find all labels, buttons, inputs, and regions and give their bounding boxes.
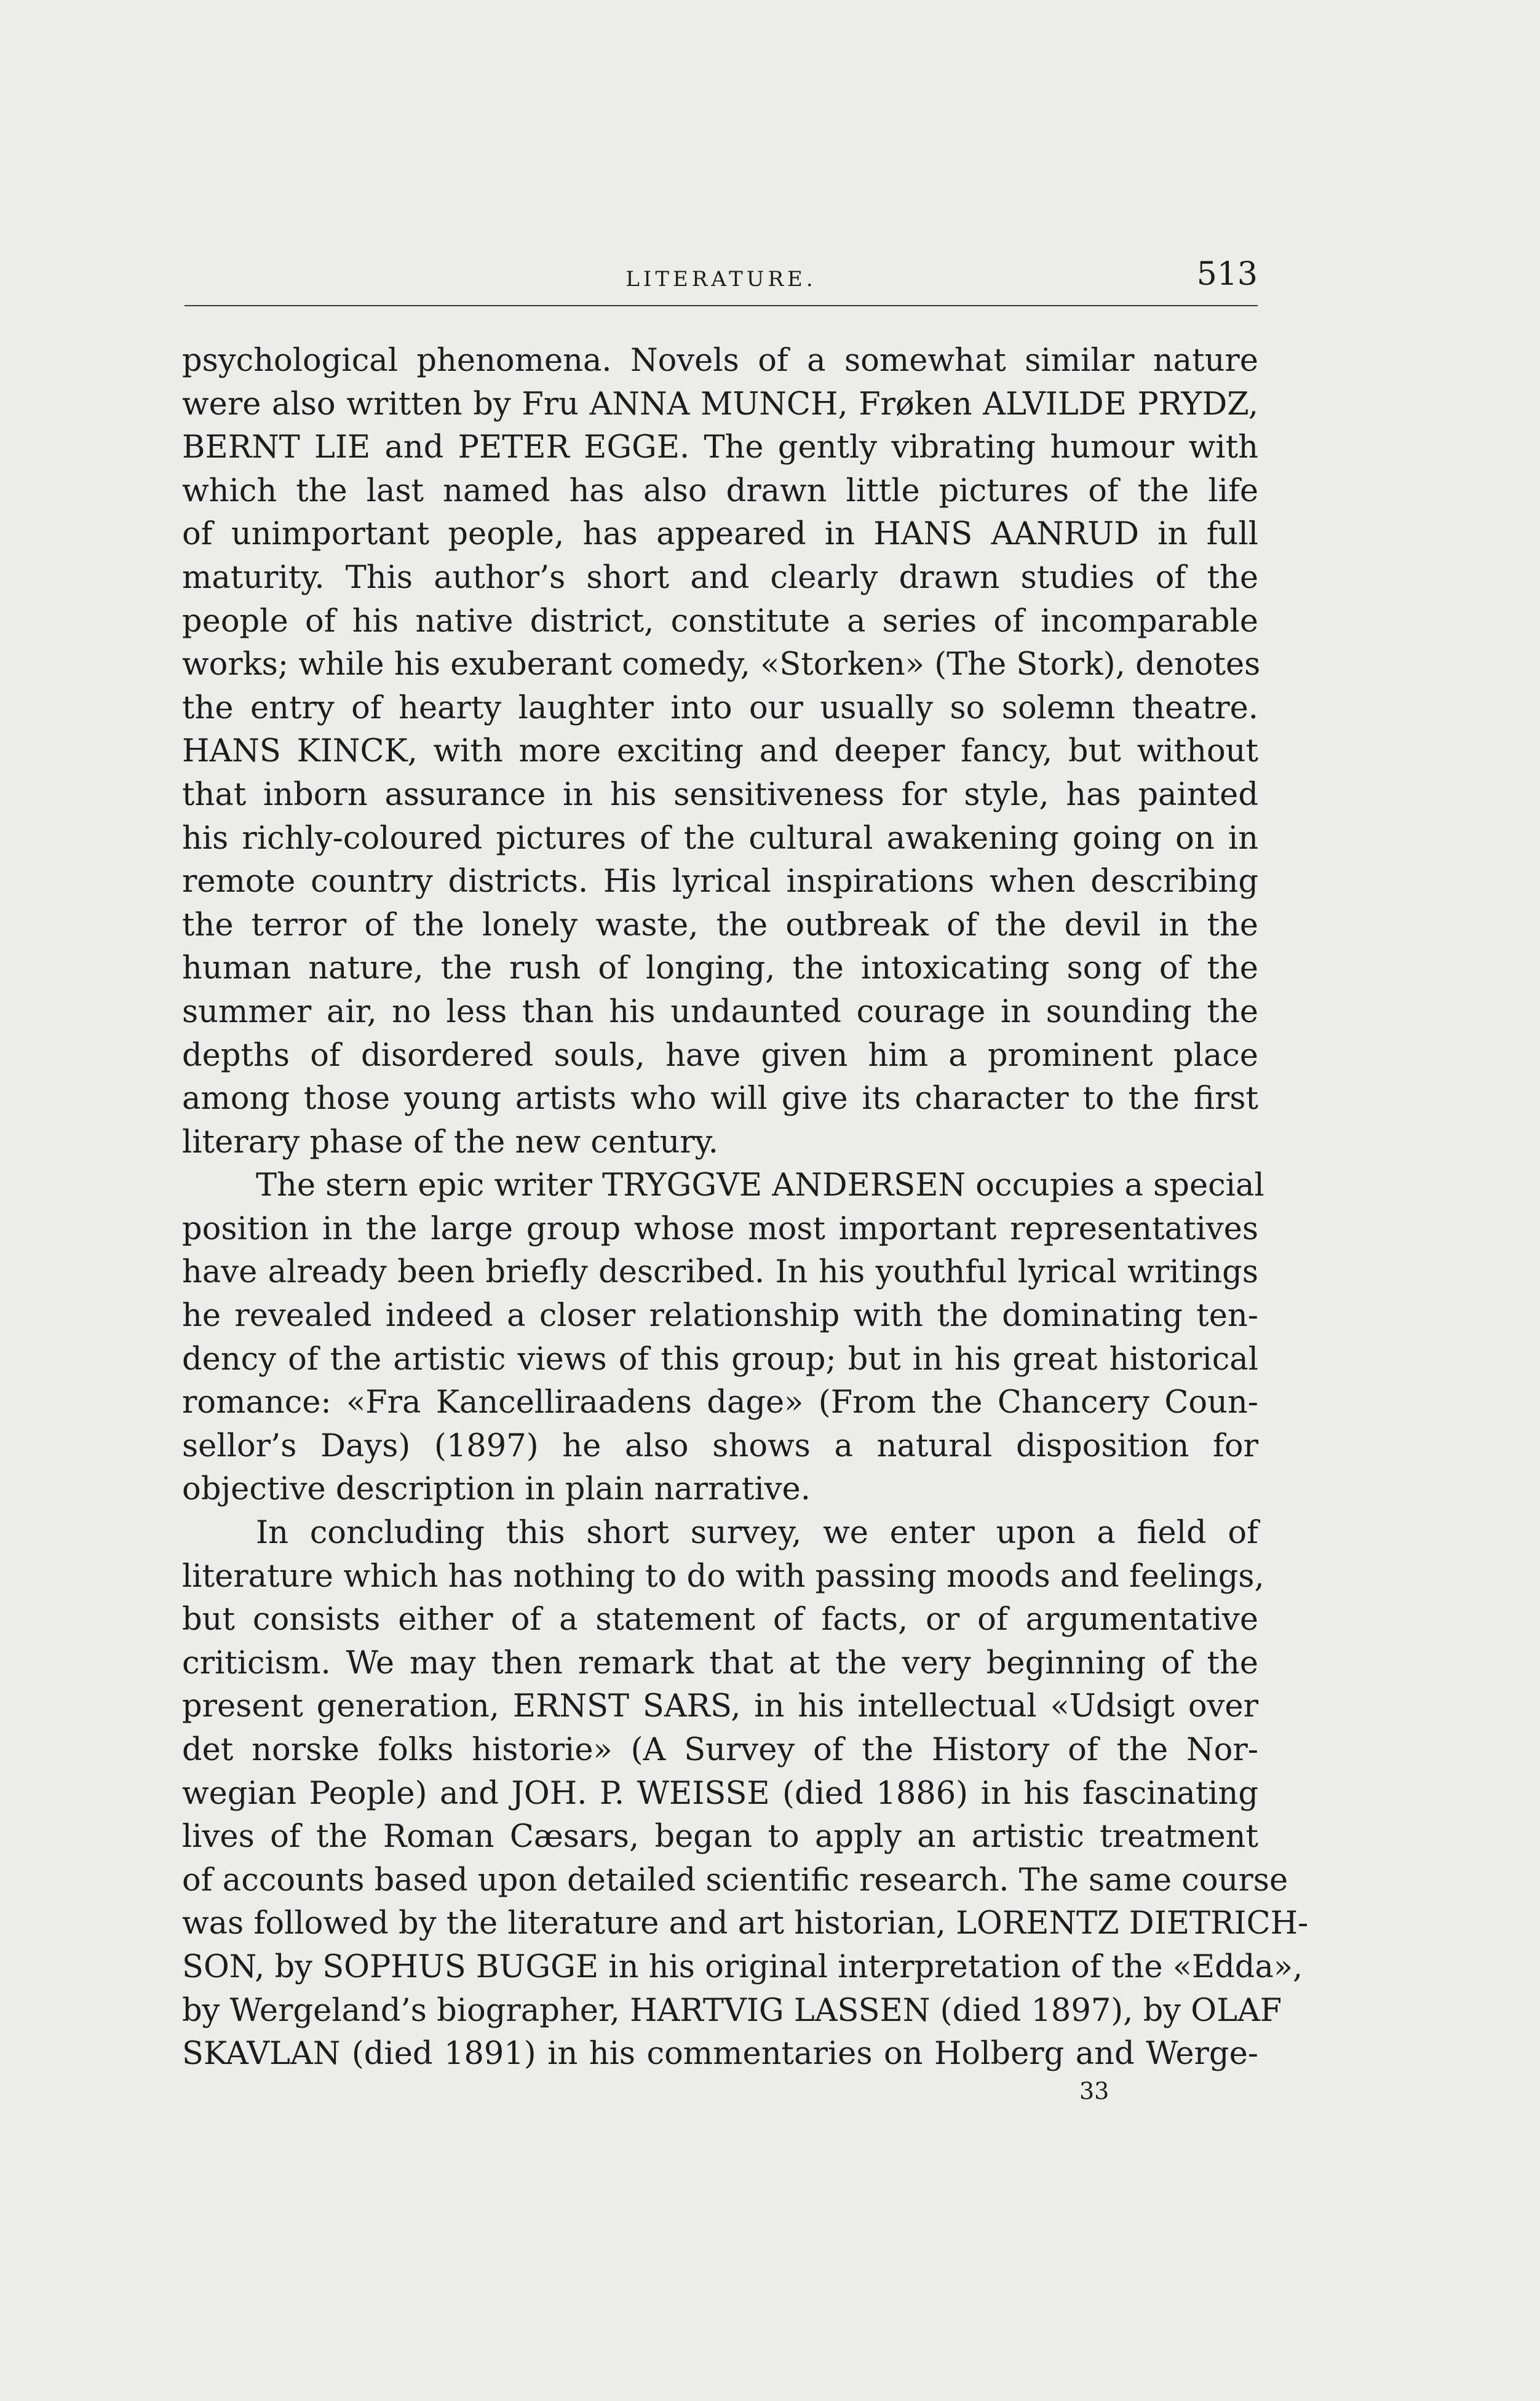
text-line: objective description in plain narrative. — [182, 1471, 811, 1508]
text-line: of accounts based upon detailed scientific research. The same course — [182, 1862, 1288, 1899]
text-line: criticism. We may then remark that at the very beginning of the — [182, 1645, 1258, 1681]
text-line: remote country districts. His lyrical inspirations when describing — [182, 863, 1258, 900]
text-line: literary phase of the new century. — [182, 1124, 718, 1161]
text-line: depths of disordered souls, have given him a prominent place — [182, 1037, 1258, 1074]
text-line: that inborn assurance in his sensitiveness for style, has painted — [182, 776, 1258, 813]
text-line: dency of the artistic views of this group; but in his great historical — [182, 1341, 1258, 1378]
text-line: In concluding this short survey, we enter upon a field of — [256, 1515, 1258, 1552]
text-line: lives of the Roman Cæsars, began to apply an artistic treatment — [182, 1819, 1258, 1855]
signature-mark: 33 — [1079, 2078, 1109, 2105]
page-number: 513 — [1196, 256, 1258, 293]
text-line: summer air, no less than his undaunted courage in sounding the — [182, 993, 1258, 1030]
text-line: people of his native district, constitute a series of incomparable — [182, 603, 1258, 640]
text-line: wegian People) and JOH. P. WEISSE (died 1886) in his fascinating — [182, 1775, 1258, 1812]
text-line: psychological phenomena. Novels of a somewhat similar nature — [182, 343, 1258, 379]
text-line: he revealed indeed a closer relationship with the dominating ten- — [182, 1298, 1258, 1335]
text-line: the entry of hearty laughter into our usually so solemn theatre. — [182, 689, 1258, 726]
text-line: human nature, the rush of longing, the intoxicating song of the — [182, 950, 1258, 987]
text-line: was followed by the literature and art historian, LORENTZ DIETRICH- — [182, 1905, 1309, 1942]
text-line: SON, by SOPHUS BUGGE in his original interpretation of the «Edda», — [182, 1948, 1303, 1985]
text-line: the terror of the lonely waste, the outbreak of the devil in the — [182, 907, 1258, 943]
text-line: which the last named has also drawn little pictures of the life — [182, 472, 1258, 509]
text-line: literature which has nothing to do with passing moods and feelings, — [182, 1558, 1264, 1595]
text-line: BERNT LIE and PETER EGGE. The gently vibrating humour with — [182, 429, 1258, 466]
text-line: works; while his exuberant comedy, «Storken» (The Stork), denotes — [182, 646, 1261, 683]
text-line: his richly-coloured pictures of the cultural awakening going on in — [182, 820, 1258, 857]
text-line: sellor’s Days) (1897) he also shows a natural disposition for — [182, 1427, 1258, 1464]
text-line: The stern epic writer TRYGGVE ANDERSEN occupies a special — [256, 1167, 1264, 1204]
text-line: position in the large group whose most important representatives — [182, 1210, 1258, 1247]
body-text — [182, 339, 1309, 2076]
running-head — [185, 252, 1258, 301]
text-line: by Wergeland’s biographer, HARTVIG LASSEN (died 1897), by OLAF — [182, 1992, 1282, 2029]
text-line: among those young artists who will give its character to the first — [182, 1081, 1258, 1117]
text-line: present generation, ERNST SARS, in his intellectual «Udsigt over — [182, 1688, 1258, 1725]
text-line: of unimportant people, has appeared in HANS AANRUD in full — [182, 516, 1258, 553]
text-line: romance: «Fra Kancelliraadens dage» (From the Chancery Coun- — [182, 1384, 1258, 1421]
text-line: HANS KINCK, with more exciting and deeper fancy, but without — [182, 733, 1258, 770]
text-line: SKAVLAN (died 1891) in his commentaries on Holberg and Werge- — [182, 2036, 1258, 2073]
header-rule — [185, 305, 1258, 306]
text-line: have already been briefly described. In his youthful lyrical writings — [182, 1254, 1258, 1291]
running-title: LITERATURE. — [625, 267, 817, 292]
text-line: maturity. This author’s short and clearly drawn studies of the — [182, 559, 1258, 596]
text-line: but consists either of a statement of facts, or of argumentative — [182, 1601, 1258, 1638]
text-line: det norske folks historie» (A Survey of the History of the Nor- — [182, 1732, 1258, 1768]
text-line: were also written by Fru ANNA MUNCH, Frøken ALVILDE PRYDZ, — [182, 386, 1258, 423]
